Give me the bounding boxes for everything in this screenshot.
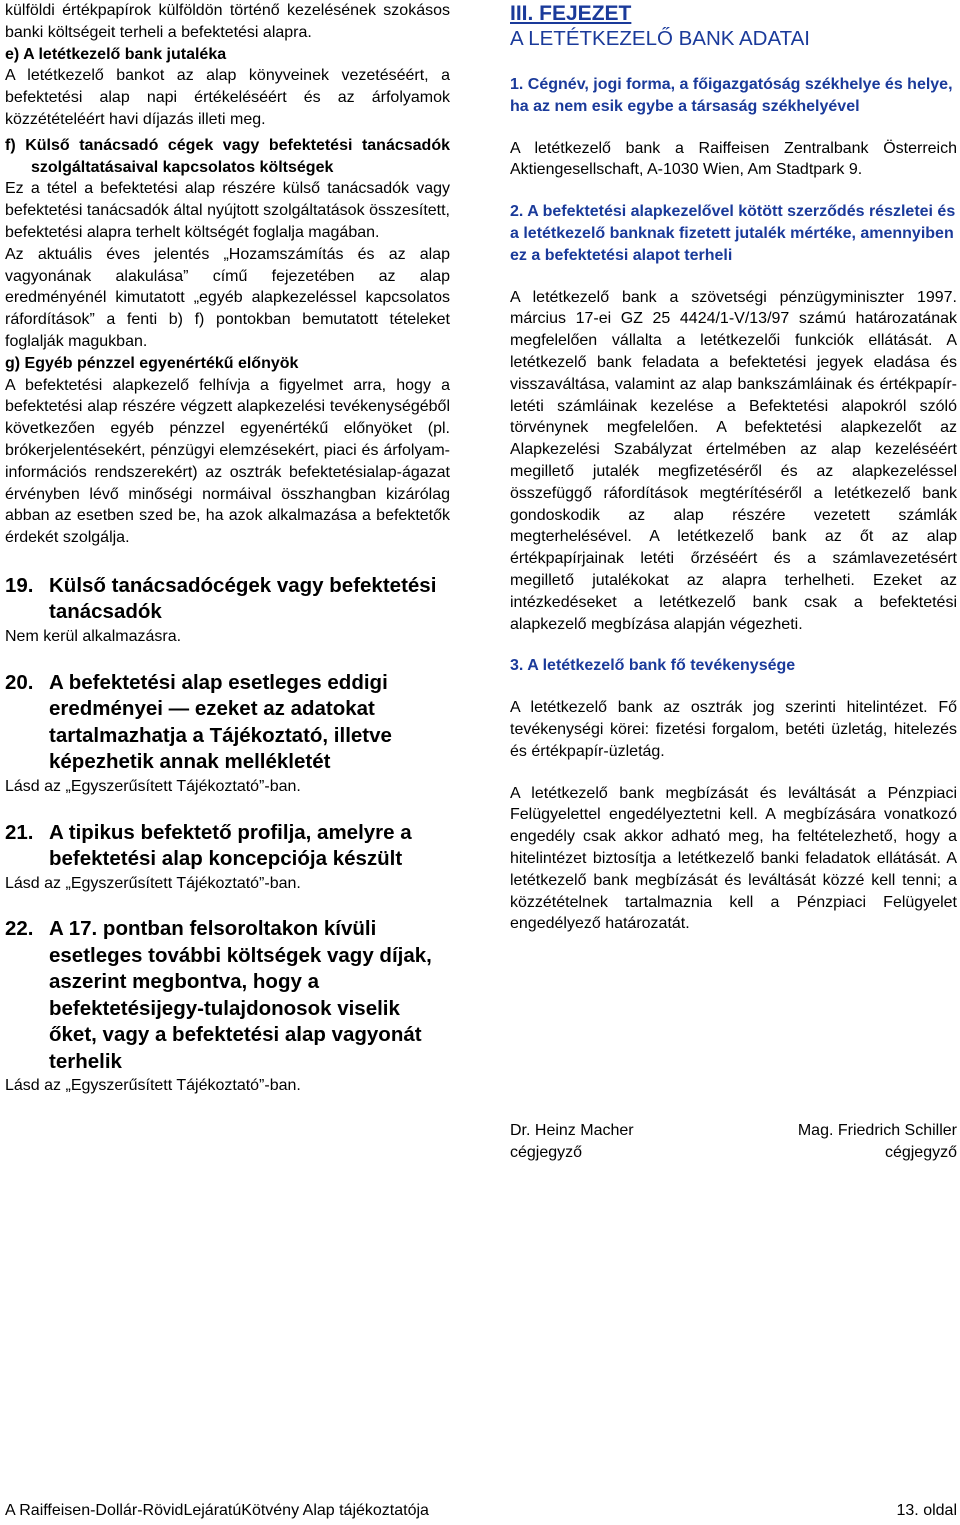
question-3: 3. A letétkezelő bank fő tevékenysége (510, 657, 796, 675)
answer-3-b: A letétkezelő bank megbízását és leváltását a Pénzpiaci Felügyelettel engedélyeztetni kell. A megbízására vonatkozó engedély csak akkor adható meg, ha feltételezhető, hogy a hitelintézet biztosítja a letétkezelő banki feladatok ellátását. A letétkezelő bank megbízását és leváltását közzé kell tenni; a közzétételnek tartalmaznia kell a Pénzpiaci Felügyelet engedélyező határozatát. (510, 784, 957, 933)
chapter-number: III. FEJEZET (510, 2, 632, 25)
answer-2: A letétkezelő bank a szövetségi pénzügyminiszter 1997. március 17-ei GZ 25 4424/1-V/13/97 számú határozatának megfelelően vállalta a letétkezelői funkciók ellátását. A letétkezelő bank feladata a befektetési jegyek eladása és visszaváltása, valamint az alap bankszámláinak és értékpapír-letéti számláinak kezelése a Befektetési alapokról szóló törvénynek megfelelően. A befektetési alapkezelőt az Alapkezelési Szabályzat értelmében az alap kezeléséért megillető jutalék megfizetéséről és az alapkezeléssel összefüggő ráfordítások megtérítéséről a letétkezelő bank gondoskodik az alap részére vezetett számlák megterhelésével. A letétkezelő bank az őt az alap értékpapírjainak letéti őrzéséért és a számlavezetésért megillető jutalékokat az alapra terhelheti. Ezeket az intézkedéseket a letétkezelő bank csak a befektetési alapkezelő megbízása alapján végezheti. (510, 288, 957, 633)
section-text: Lásd az „Egyszerűsített Tájékoztató”-ban. (5, 777, 301, 795)
section-number: 20. (5, 670, 34, 694)
section-number: 21. (5, 820, 34, 844)
section-title: A befektetési alap esetleges eddigi eredményei — ezeket az adatokat tartalmazhatja a Tájékoztató, illetve képezhetik annak mellékletét (49, 670, 392, 774)
signatory-name: Mag. Friedrich Schiller (797, 1122, 957, 1139)
section-text: Lásd az „Egyszerűsített Tájékoztató”-ban. (5, 1077, 301, 1095)
answer-1: A letétkezelő bank a Raiffeisen Zentralbank Österreich Aktiengesellschaft, A-1030 Wien, Am Stadtpark 9. (510, 139, 957, 179)
section-number: 19. (5, 573, 34, 597)
page-footer (5, 1500, 957, 1521)
question-1: 1. Cégnév, jogi forma, a főigazgatóság székhelye és helye, ha az nem esik egybe a társaság székhelyével (510, 76, 953, 115)
subheading-g: g) Egyéb pénzzel egyenértékű előnyök (5, 354, 299, 372)
subheading-f: f) Külső tanácsadó cégek vagy befektetési tanácsadók szolgáltatásaival kapcsolatos költségek (5, 136, 450, 176)
section-title: A tipikus befektető profilja, amelyre a befektetési alap koncepciója készült (49, 820, 412, 871)
signatory-role: cégjegyző (884, 1143, 957, 1161)
section-19 (5, 573, 450, 648)
paragraph-f-2: Az aktuális éves jelentés „Hozamszámítás és az alap vagyonának alakulása” című fejezetében az alap eredményénél kimutatott „egyéb alapkezeléssel kapcsolatos ráfordítások” a fenti b) f) pontokban bemutatott tételeket foglalják magukban. (5, 245, 450, 350)
footer-title: A Raiffeisen-Dollár-RövidLejáratúKötvény Alap tájékoztatója (5, 1502, 429, 1519)
question-2: 2. A befektetési alapkezelővel kötött szerződés részletei és a letétkezelő banknak fizetett jutalék mértéke, amennyiben ez a befektetési alapot terheli (510, 203, 956, 264)
paragraph-f: Ez a tétel a befektetési alap részére külső tanácsadók vagy befektetési tanácsadók által nyújtott szolgáltatások összesített, befektetési alapra terhelt költségét foglalja magában. (5, 180, 450, 241)
subheading-e: e) A letétkezelő bank jutaléka (5, 45, 227, 63)
paragraph-g: A befektetési alapkezelő felhívja a figyelmet arra, hogy a befektetési alap részére végzett alapkezelési tevékenységéből következően egyéb pénzzel egyenértékű előnyöket (pl. brókerjelentésekért, pénzügyi elemzésekért, piaci és árfolyam-információs rendszerekért) az osztrák befektetésialap-ágazat érvényben lévő minőségi normáival összhangban kizárólag abban az esetben szed be, ha azok alkalmazása a befektetők érdekét szolgálja. (5, 376, 450, 547)
signature-left (510, 1120, 634, 1164)
page-number: 13. oldal (896, 1502, 957, 1519)
chapter-title: A LETÉTKEZELŐ BANK ADATAI (510, 27, 811, 50)
section-number: 22. (5, 917, 34, 941)
right-column (510, 0, 957, 935)
section-22 (5, 916, 450, 1097)
section-20 (5, 670, 450, 798)
signatory-name: Dr. Heinz Macher (510, 1122, 634, 1139)
signatory-role: cégjegyző (510, 1143, 583, 1161)
left-column (5, 0, 450, 1097)
section-21 (5, 820, 450, 895)
section-text: Lásd az „Egyszerűsített Tájékoztató”-ban. (5, 874, 301, 892)
paragraph-e: A letétkezelő bankot az alap könyveinek vezetéséért, a befektetési alap napi értékeléséért és az árfolyamok közzétételéért havi díjazás illeti meg. (5, 67, 450, 128)
section-text: Nem kerül alkalmazásra. (5, 627, 182, 645)
section-title: Külső tanácsadócégek vagy befektetési tanácsadók (49, 573, 437, 624)
signature-right (798, 1120, 957, 1164)
section-title: A 17. pontban felsoroltakon kívüli esetleges további költségek vagy díjak, aszerint megbontva, hogy a befektetésijegy-tulajdonosok viselik őket, vagy a befektetési alap vagyonát terhelik (49, 917, 432, 1073)
answer-3: A letétkezelő bank az osztrák jog szerinti hitelintézet. Fő tevékenységi körei: fizetési forgalom, betéti üzletág, hitelezés és értékpapír-üzletág. (510, 699, 957, 760)
paragraph-continued: külföldi értékpapírok külföldön történő kezelésének szokásos banki költségeit terheli a befektetési alapra. (5, 2, 450, 41)
